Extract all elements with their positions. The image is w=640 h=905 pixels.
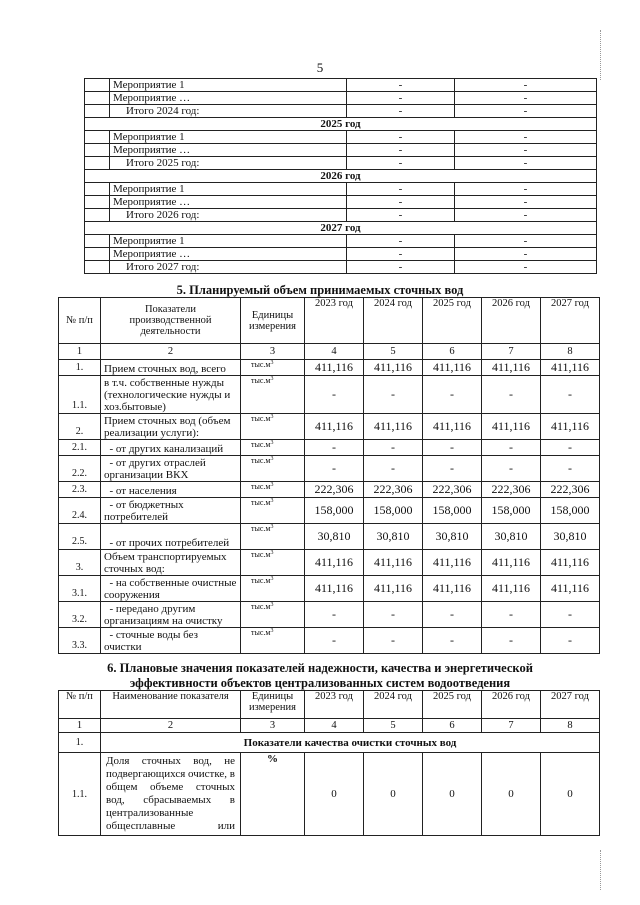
row-name: Прием сточных вод, всего — [101, 360, 241, 376]
row-num: 3. — [59, 550, 101, 576]
unit-superscript: 3 — [270, 576, 274, 582]
row-value: - — [482, 628, 541, 654]
row-name: - от бюджетных потребителей — [101, 498, 241, 524]
row-value: 30,810 — [482, 524, 541, 550]
row-value: 411,116 — [482, 360, 541, 376]
unit-text: тыс.м — [251, 360, 271, 369]
unit-superscript: 3 — [270, 524, 274, 530]
row-value: 30,810 — [364, 524, 423, 550]
row-value: 411,116 — [364, 360, 423, 376]
unit-text: тыс.м — [251, 498, 271, 507]
row-value: - — [305, 628, 364, 654]
row-num: 2.4. — [59, 498, 101, 524]
event-name: Мероприятие 1 — [110, 183, 347, 196]
event-value: - — [455, 105, 597, 118]
total-label: Итого 2026 год: — [110, 209, 347, 222]
event-name: Мероприятие … — [110, 248, 347, 261]
event-value: - — [347, 196, 455, 209]
event-name: Мероприятие 1 — [110, 79, 347, 92]
row-unit — [241, 482, 305, 498]
event-row — [85, 157, 597, 170]
section6-title-line2: эффективности объектов централизованных систем водоотведения — [129, 676, 511, 690]
row-name: - передано другим организациям на очистку — [101, 602, 241, 628]
table-row — [59, 628, 600, 654]
wastewater-volume-table — [58, 297, 600, 654]
total-label: Итого 2025 год: — [110, 157, 347, 170]
row-value: 411,116 — [541, 414, 600, 440]
unit-text: тыс.м — [251, 576, 271, 585]
blank-cell — [85, 248, 110, 261]
table-row — [59, 550, 600, 576]
event-name: Мероприятие 1 — [110, 235, 347, 248]
event-row — [85, 196, 597, 209]
blank-cell — [85, 92, 110, 105]
column-number: 7 — [482, 344, 541, 360]
row-unit — [241, 456, 305, 482]
row-value: 411,116 — [423, 414, 482, 440]
event-row — [85, 235, 597, 248]
row-value: 411,116 — [482, 414, 541, 440]
event-value: - — [347, 157, 455, 170]
row-num: 3.2. — [59, 602, 101, 628]
row-value: - — [482, 376, 541, 414]
row-unit — [241, 550, 305, 576]
scan-artifact-bottom — [600, 850, 602, 890]
row-value: 222,306 — [305, 482, 364, 498]
unit-superscript: 3 — [270, 360, 274, 366]
event-value: - — [455, 157, 597, 170]
group-title: Показатели качества очистки сточных вод — [101, 733, 600, 753]
table-row — [59, 414, 600, 440]
row-value: - — [364, 376, 423, 414]
header-num: № п/п — [59, 298, 101, 344]
column-number: 8 — [541, 719, 600, 733]
row-value: 30,810 — [305, 524, 364, 550]
indicator-value: 0 — [423, 753, 482, 836]
row-num: 2. — [59, 414, 101, 440]
column-number: 8 — [541, 344, 600, 360]
unit-superscript: 3 — [270, 456, 274, 462]
total-label: Итого 2027 год: — [110, 261, 347, 274]
event-value: - — [455, 261, 597, 274]
event-value: - — [455, 183, 597, 196]
blank-cell — [85, 261, 110, 274]
column-number: 3 — [241, 344, 305, 360]
row-value: 222,306 — [364, 482, 423, 498]
row-num: 2.1. — [59, 440, 101, 456]
row-value: - — [423, 440, 482, 456]
row-num: 1.1. — [59, 753, 101, 836]
unit-superscript: 3 — [270, 414, 274, 420]
row-value: 411,116 — [423, 360, 482, 376]
unit-text: тыс.м — [251, 550, 271, 559]
event-value: - — [347, 248, 455, 261]
column-number: 4 — [305, 344, 364, 360]
row-value: - — [305, 440, 364, 456]
row-value: 158,000 — [305, 498, 364, 524]
section5-title: 5. Планируемый объем принимаемых сточных вод — [176, 283, 464, 297]
table-row — [59, 456, 600, 482]
header-unit: Единицы измерения — [241, 691, 305, 719]
event-row — [85, 144, 597, 157]
table-row — [59, 576, 600, 602]
blank-cell — [85, 144, 110, 157]
row-value: - — [541, 628, 600, 654]
row-unit — [241, 360, 305, 376]
event-value: - — [455, 248, 597, 261]
event-name: Мероприятие … — [110, 92, 347, 105]
blank-cell — [85, 79, 110, 92]
header-year: 2025 год — [423, 691, 482, 719]
column-number: 5 — [364, 719, 423, 733]
row-unit — [241, 628, 305, 654]
group-num: 1. — [59, 733, 101, 753]
row-value: 158,000 — [482, 498, 541, 524]
row-value: 411,116 — [541, 576, 600, 602]
year-label: 2025 год — [85, 118, 597, 131]
header-num: № п/п — [59, 691, 101, 719]
blank-cell — [85, 183, 110, 196]
event-value: - — [347, 209, 455, 222]
row-num: 3.3. — [59, 628, 101, 654]
unit-text: тыс.м — [251, 414, 271, 423]
row-value: - — [305, 376, 364, 414]
event-row — [85, 248, 597, 261]
indicator-value: 0 — [305, 753, 364, 836]
row-value: 411,116 — [364, 576, 423, 602]
year-label: 2027 год — [85, 222, 597, 235]
row-num: 2.5. — [59, 524, 101, 550]
unit-text: тыс.м — [251, 440, 271, 449]
row-value: - — [364, 440, 423, 456]
row-value: 411,116 — [305, 414, 364, 440]
blank-cell — [85, 235, 110, 248]
row-value: 158,000 — [423, 498, 482, 524]
unit-text: тыс.м — [251, 482, 271, 491]
year-label: 2026 год — [85, 170, 597, 183]
row-name: - от населения — [101, 482, 241, 498]
column-number: 5 — [364, 344, 423, 360]
events-table — [84, 78, 597, 274]
unit-text: тыс.м — [251, 628, 271, 637]
table-row — [59, 602, 600, 628]
unit-superscript: 3 — [270, 628, 274, 634]
row-value: - — [305, 602, 364, 628]
row-value: - — [423, 628, 482, 654]
header-indicator: Показатели производственной деятельности — [101, 298, 241, 344]
event-value: - — [347, 131, 455, 144]
row-value: - — [423, 376, 482, 414]
row-value: 158,000 — [364, 498, 423, 524]
row-name: Прием сточных вод (объем реализации услуги): — [101, 414, 241, 440]
row-name: - от прочих потребителей — [101, 524, 241, 550]
row-value: 411,116 — [541, 360, 600, 376]
header-year: 2023 год — [305, 298, 364, 344]
indicator-value: 0 — [364, 753, 423, 836]
event-value: - — [455, 235, 597, 248]
event-row — [85, 79, 597, 92]
row-value: 158,000 — [541, 498, 600, 524]
indicator-value: 0 — [482, 753, 541, 836]
row-unit — [241, 440, 305, 456]
year-row — [85, 170, 597, 183]
event-value: - — [455, 79, 597, 92]
row-value: 411,116 — [541, 550, 600, 576]
event-value: - — [455, 131, 597, 144]
row-unit — [241, 524, 305, 550]
header-name: Наименование показателя — [101, 691, 241, 719]
header-year: 2024 год — [364, 691, 423, 719]
table-row — [59, 482, 600, 498]
column-number: 2 — [101, 719, 241, 733]
event-value: - — [455, 196, 597, 209]
row-value: - — [423, 602, 482, 628]
column-number: 2 — [101, 344, 241, 360]
indicator-name: Доля сточных вод, не подвергающихся очистке, в общем объеме сточных вод, сбрасываемых в централизованные общесплавные или — [101, 753, 241, 836]
row-value: - — [364, 602, 423, 628]
event-name: Мероприятие 1 — [110, 131, 347, 144]
row-value: - — [541, 440, 600, 456]
column-number: 3 — [241, 719, 305, 733]
row-name: - на собственные очистные сооружения — [101, 576, 241, 602]
column-number: 1 — [59, 719, 101, 733]
event-value: - — [455, 144, 597, 157]
event-row — [85, 131, 597, 144]
blank-cell — [85, 157, 110, 170]
header-year: 2027 год — [541, 691, 600, 719]
header-year: 2027 год — [541, 298, 600, 344]
unit-text: тыс.м — [251, 524, 271, 533]
row-value: - — [364, 456, 423, 482]
unit-text: тыс.м — [251, 376, 271, 385]
row-num: 3.1. — [59, 576, 101, 602]
total-label: Итого 2024 год: — [110, 105, 347, 118]
indicator-value: 0 — [541, 753, 600, 836]
event-value: - — [347, 144, 455, 157]
column-number: 6 — [423, 344, 482, 360]
row-value: - — [305, 456, 364, 482]
row-unit — [241, 498, 305, 524]
year-row — [85, 222, 597, 235]
table-row — [59, 360, 600, 376]
row-value: 411,116 — [364, 414, 423, 440]
event-row — [85, 183, 597, 196]
unit-superscript: 3 — [270, 602, 274, 608]
header-year: 2024 год — [364, 298, 423, 344]
row-num: 1. — [59, 360, 101, 376]
event-value: - — [455, 209, 597, 222]
unit-superscript: 3 — [270, 482, 274, 488]
event-name: Мероприятие … — [110, 144, 347, 157]
unit-text: тыс.м — [251, 602, 271, 611]
row-value: 411,116 — [423, 550, 482, 576]
blank-cell — [85, 131, 110, 144]
event-value: - — [347, 105, 455, 118]
unit-superscript: 3 — [270, 376, 274, 382]
header-year: 2025 год — [423, 298, 482, 344]
event-value: - — [347, 183, 455, 196]
row-num: 1.1. — [59, 376, 101, 414]
header-unit: Единицы измерения — [241, 298, 305, 344]
row-name: - от других отраслей организации ВКХ — [101, 456, 241, 482]
column-number: 4 — [305, 719, 364, 733]
row-unit — [241, 414, 305, 440]
row-name: в т.ч. собственные нужды (технологические нужды и хоз.бытовые) — [101, 376, 241, 414]
event-row — [85, 261, 597, 274]
event-row — [85, 105, 597, 118]
header-year: 2026 год — [482, 691, 541, 719]
blank-cell — [85, 209, 110, 222]
row-value: - — [423, 456, 482, 482]
row-value: - — [541, 456, 600, 482]
section6-title-line1: 6. Плановые значения показателей надежности, качества и энергетической — [107, 661, 533, 675]
row-name: - сточные воды без очистки — [101, 628, 241, 654]
column-number: 1 — [59, 344, 101, 360]
row-value: 411,116 — [482, 550, 541, 576]
row-num: 2.2. — [59, 456, 101, 482]
row-unit — [241, 376, 305, 414]
blank-cell — [85, 105, 110, 118]
year-row — [85, 118, 597, 131]
event-name: Мероприятие … — [110, 196, 347, 209]
event-row — [85, 92, 597, 105]
row-name: Объем транспортируемых сточных вод: — [101, 550, 241, 576]
row-value: 222,306 — [541, 482, 600, 498]
indicator-unit: % — [241, 753, 305, 836]
header-year: 2026 год — [482, 298, 541, 344]
row-value: - — [482, 602, 541, 628]
event-value: - — [347, 92, 455, 105]
row-value: 30,810 — [423, 524, 482, 550]
column-number: 7 — [482, 719, 541, 733]
row-value: 411,116 — [305, 360, 364, 376]
row-value: 411,116 — [364, 550, 423, 576]
unit-superscript: 3 — [270, 440, 274, 446]
row-value: 411,116 — [305, 550, 364, 576]
table-row — [59, 440, 600, 456]
event-value: - — [455, 92, 597, 105]
table-row — [59, 376, 600, 414]
row-value: - — [482, 440, 541, 456]
blank-cell — [85, 196, 110, 209]
row-value: 30,810 — [541, 524, 600, 550]
row-value: - — [541, 376, 600, 414]
event-row — [85, 209, 597, 222]
page-number: 5 — [316, 60, 324, 75]
row-num: 2.3. — [59, 482, 101, 498]
event-value: - — [347, 235, 455, 248]
row-name: - от других канализаций — [101, 440, 241, 456]
reliability-indicators-table — [58, 690, 600, 836]
table-row — [59, 524, 600, 550]
unit-text: тыс.м — [251, 456, 271, 465]
row-unit — [241, 602, 305, 628]
row-value: 411,116 — [482, 576, 541, 602]
event-value: - — [347, 261, 455, 274]
event-value: - — [347, 79, 455, 92]
row-value: 222,306 — [423, 482, 482, 498]
row-value: - — [364, 628, 423, 654]
unit-superscript: 3 — [270, 498, 274, 504]
row-value: - — [482, 456, 541, 482]
row-value: 411,116 — [423, 576, 482, 602]
header-year: 2023 год — [305, 691, 364, 719]
unit-superscript: 3 — [270, 550, 274, 556]
row-value: - — [541, 602, 600, 628]
row-value: 222,306 — [482, 482, 541, 498]
row-value: 411,116 — [305, 576, 364, 602]
table-row — [59, 498, 600, 524]
scan-artifact-top — [600, 30, 602, 80]
row-unit — [241, 576, 305, 602]
column-number: 6 — [423, 719, 482, 733]
